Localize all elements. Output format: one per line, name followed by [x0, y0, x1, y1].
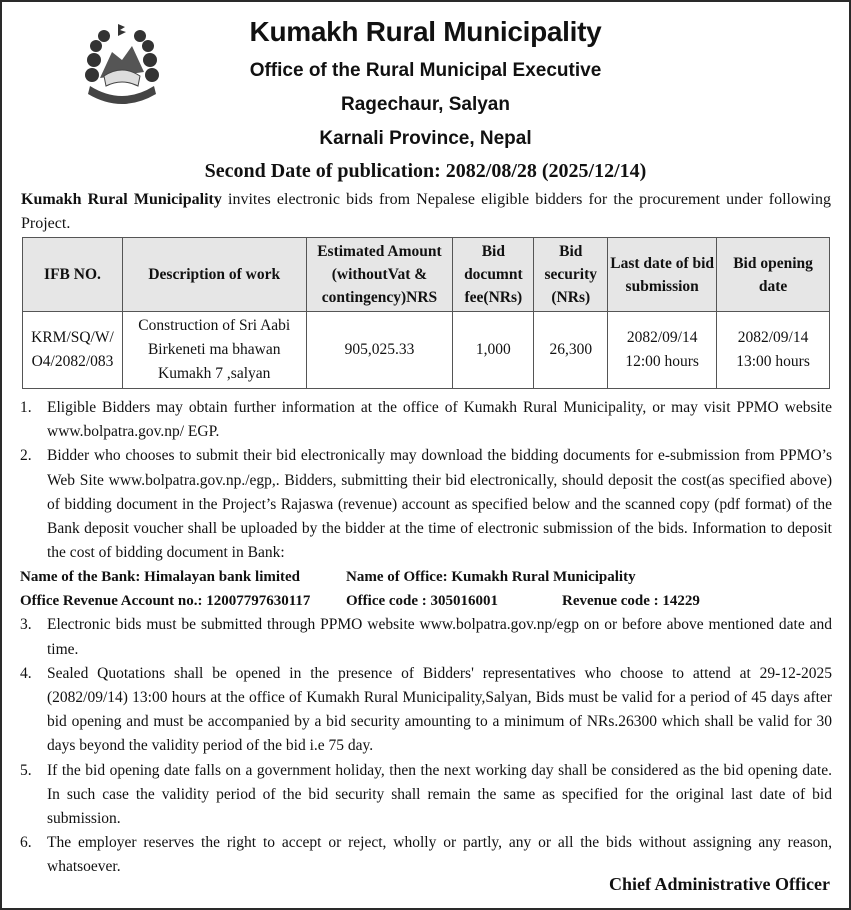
cell-ifb: KRM/SQ/W/ O4/2082/083 — [23, 312, 123, 389]
bid-table — [22, 237, 830, 389]
intro-org: Kumakh Rural Municipality — [21, 191, 222, 208]
intro-text: invites electronic bids from Nepalese eligible bidders for the procurement under following Project. — [21, 191, 831, 232]
bank-info-line-1 — [20, 565, 832, 589]
municipality-title: Kumakh Rural Municipality — [249, 16, 602, 47]
last-date: 2082/09/14 — [626, 329, 698, 346]
col-estimated-amount: Estimated Amount (withoutVat & contingency)NRS — [306, 238, 453, 312]
note-text: If the bid opening date falls on a government holiday, then the next working day shall be considered as the bid opening date. In such case the validity period of the bid security shall remain the same as specified for the original last date of bid submission. — [47, 761, 832, 828]
bank-info-line-2 — [20, 589, 832, 613]
intro-paragraph — [21, 188, 831, 236]
note-item — [20, 831, 832, 879]
cell-opening-date — [717, 312, 830, 389]
note-item — [20, 759, 832, 832]
note-text: The employer reserves the right to accept or reject, wholly or partly, any or all the bids without assigning any reason, whatsoever. — [47, 834, 832, 876]
table-row — [23, 312, 830, 389]
address: Ragechaur, Salyan — [341, 94, 510, 115]
col-ifb: IFB NO. — [23, 238, 123, 312]
note-text: Sealed Quotations shall be opened in the presence of Bidders' representatives who choose to attend at 29-12-2025 (2082/09/14) 13:00 hours at the office of Kumakh Rural Municipality,Salyan, Bids must be valid for a period of 45 days after bid opening and must be accompanied by a bid security amounting to a minimum of NRs.26300 which shall be valid for 30 days beyond the validity period of the bid i.e 75 day. — [47, 664, 832, 755]
col-last-date: Last date of bid submission — [608, 238, 717, 312]
note-item — [20, 662, 832, 759]
bank-name: Name of the Bank: Himalayan bank limited — [20, 569, 301, 586]
col-doc-fee: Bid documnt fee(NRs) — [453, 238, 534, 312]
publication-date: Second Date of publication: 2082/08/28 (2025/12/14) — [204, 160, 647, 182]
cell-estimated-amount: 905,025.33 — [306, 312, 453, 389]
signature: Chief Administrative Officer — [609, 874, 830, 894]
note-number: 5. — [20, 761, 32, 779]
cell-description: Construction of Sri Aabi Birkeneti ma bhawan Kumakh 7 ,salyan — [122, 312, 306, 389]
cell-security: 26,300 — [534, 312, 608, 389]
col-opening-date: Bid opening date — [717, 238, 830, 312]
table-header-row — [23, 238, 830, 312]
note-item — [20, 396, 832, 444]
office-title: Office of the Rural Municipal Executive — [249, 60, 602, 81]
note-number: 4. — [20, 664, 32, 682]
note-text: Electronic bids must be submitted through PPMO website www.bolpatra.gov.np/egp on or before above mentioned date and time. — [47, 616, 832, 658]
note-text: Bidder who chooses to submit their bid electronically may download the bidding documents for e-submission from PPMO’s Web Site www.bolpatra.gov.np./egp,. Bidders, submitting their bid electronically, should deposit the cost(as specified above) of bidding document in the Project’s Rajaswa (revenue) account as specified below and the scanned copy (pdf format) of the Bank deposit voucher shall be uploaded by the bidder at the time of electronic submission of the bids. Information to deposit the cost of bidding document in Bank: — [47, 447, 832, 562]
opening-time: 13:00 hours — [736, 353, 810, 370]
province: Karnali Province, Nepal — [319, 128, 532, 149]
col-security: Bid security (NRs) — [534, 238, 608, 312]
revenue-account: Office Revenue Account no.: 12007797630117 — [20, 593, 311, 610]
office-code: Office code : 305016001 — [346, 593, 499, 610]
office-name: Name of Office: Kumakh Rural Municipality — [346, 569, 636, 586]
note-number: 1. — [20, 399, 32, 416]
cell-last-date — [608, 312, 717, 389]
note-number: 6. — [20, 834, 32, 852]
note-text: Eligible Bidders may obtain further information at the office of Kumakh Rural Municipality, or may visit PPMO website www.bolpatra.gov.np/ EGP. — [47, 399, 832, 441]
revenue-code: Revenue code : 14229 — [562, 593, 700, 610]
cell-doc-fee: 1,000 — [453, 312, 534, 389]
note-number: 2. — [20, 447, 32, 465]
opening-date: 2082/09/14 — [737, 329, 809, 346]
note-item — [20, 613, 832, 661]
notes-list — [20, 396, 832, 880]
note-number: 3. — [20, 616, 32, 634]
last-time: 12:00 hours — [625, 353, 699, 370]
col-description: Description of work — [122, 238, 306, 312]
note-item — [20, 444, 832, 565]
